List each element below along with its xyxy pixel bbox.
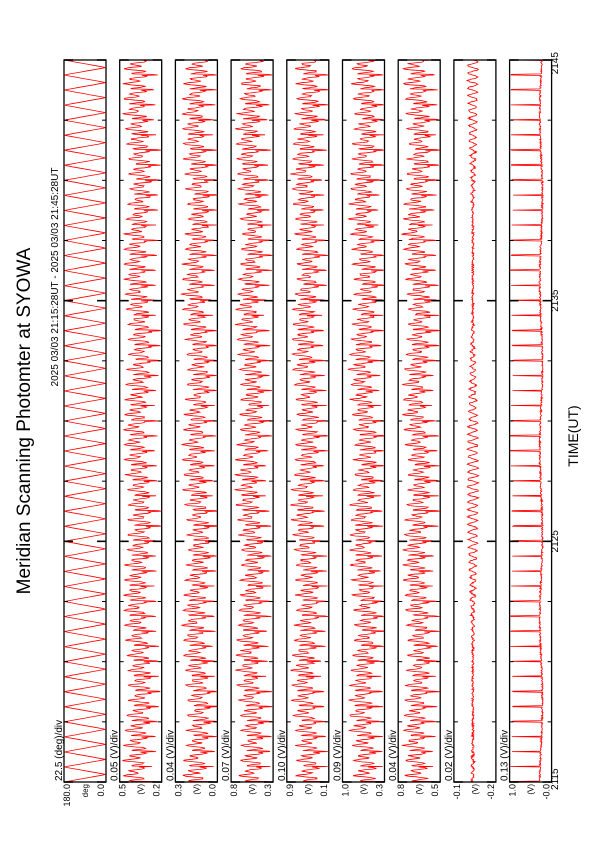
panel-8-ytick: -0.2 xyxy=(485,784,496,800)
x-tick-label: 2125 xyxy=(550,530,561,553)
panel-8-ytick: (V) xyxy=(470,784,480,795)
panel-1 xyxy=(54,60,106,807)
x-tick-label: 2135 xyxy=(550,289,561,312)
panel-4-ytick: 0.8 xyxy=(229,784,240,797)
panel-3-ytick: (V) xyxy=(192,784,202,795)
panel-8 xyxy=(444,60,496,800)
x-axis-label: TIME(UT) xyxy=(565,405,581,467)
panel-3-trace xyxy=(181,60,217,782)
panel-9-scale: 0.13 (V)/div xyxy=(499,729,511,781)
panel-7-scale: 0.04 (V)/div xyxy=(388,729,400,781)
panel-1-ytick: 180.0 xyxy=(62,784,72,807)
panel-4-trace xyxy=(235,60,273,782)
time-range: 2025 03/03 21:15:28UT - 2025 03/03 21:45:28UT xyxy=(50,167,61,387)
panel-7-trace xyxy=(402,60,440,782)
panel-2 xyxy=(110,60,162,797)
panel-2-ytick: 0.2 xyxy=(151,784,162,797)
panel-8-trace xyxy=(467,60,479,782)
panel-6-scale: 0.09 (V)/div xyxy=(332,729,344,781)
panel-4-ytick: 0.3 xyxy=(263,784,274,797)
panel-5-scale: 0.10 (V)/div xyxy=(276,729,288,781)
panel-6-trace xyxy=(348,60,384,782)
panel-4-ytick: (V) xyxy=(248,784,258,795)
panel-5-ytick: 0.1 xyxy=(318,784,329,797)
panel-3-ytick: 0.3 xyxy=(173,784,184,797)
panel-2-ytick: 0.5 xyxy=(117,784,128,797)
panel-2-ytick: (V) xyxy=(136,784,146,795)
panel-3-ytick: 0.0 xyxy=(207,784,218,797)
panel-8-ytick: -0.1 xyxy=(451,784,462,800)
panel-5-ytick: (V) xyxy=(303,784,313,795)
panel-7 xyxy=(388,60,440,797)
panel-9-ytick: (V) xyxy=(526,784,536,795)
panel-5-ytick: 0.9 xyxy=(284,784,295,797)
panel-7-ytick: (V) xyxy=(415,784,425,795)
panel-1-frame xyxy=(64,60,106,782)
chart-title: Meridian Scanning Photomter at SYOWA xyxy=(14,247,35,595)
panel-9-ytick: -0.0 xyxy=(541,784,552,800)
panel-6-ytick: 1.0 xyxy=(340,784,351,797)
panel-2-scale: 0.05 (V)/div xyxy=(109,729,121,781)
panel-2-trace xyxy=(123,60,161,782)
panel-6 xyxy=(333,60,385,797)
x-tick-label: 2145 xyxy=(550,52,561,75)
panel-4 xyxy=(221,60,273,797)
panel-3-scale: 0.04 (V)/div xyxy=(165,729,177,781)
panel-4-scale: 0.07 (V)/div xyxy=(221,729,233,781)
panel-7-ytick: 0.5 xyxy=(430,784,441,797)
panel-5-trace xyxy=(290,60,328,782)
panel-5 xyxy=(277,60,329,797)
panel-stack xyxy=(54,60,552,807)
panel-9-ytick: 1.0 xyxy=(507,784,518,797)
panel-9-trace xyxy=(510,60,543,782)
panel-1-ytick: deg xyxy=(81,784,90,798)
panel-1-scale: 22.5 (deg)/div xyxy=(54,719,65,781)
panel-6-ytick: 0.3 xyxy=(374,784,385,797)
panel-6-ytick: (V) xyxy=(359,784,369,795)
panel-8-scale: 0.02 (V)/div xyxy=(443,729,455,781)
panel-9 xyxy=(500,60,552,800)
panel-1-trace xyxy=(65,60,105,782)
panel-3 xyxy=(165,60,217,797)
panel-1-ytick: 0.0 xyxy=(96,784,106,797)
panel-7-ytick: 0.8 xyxy=(396,784,407,797)
x-tick-label: 2115 xyxy=(550,768,561,790)
